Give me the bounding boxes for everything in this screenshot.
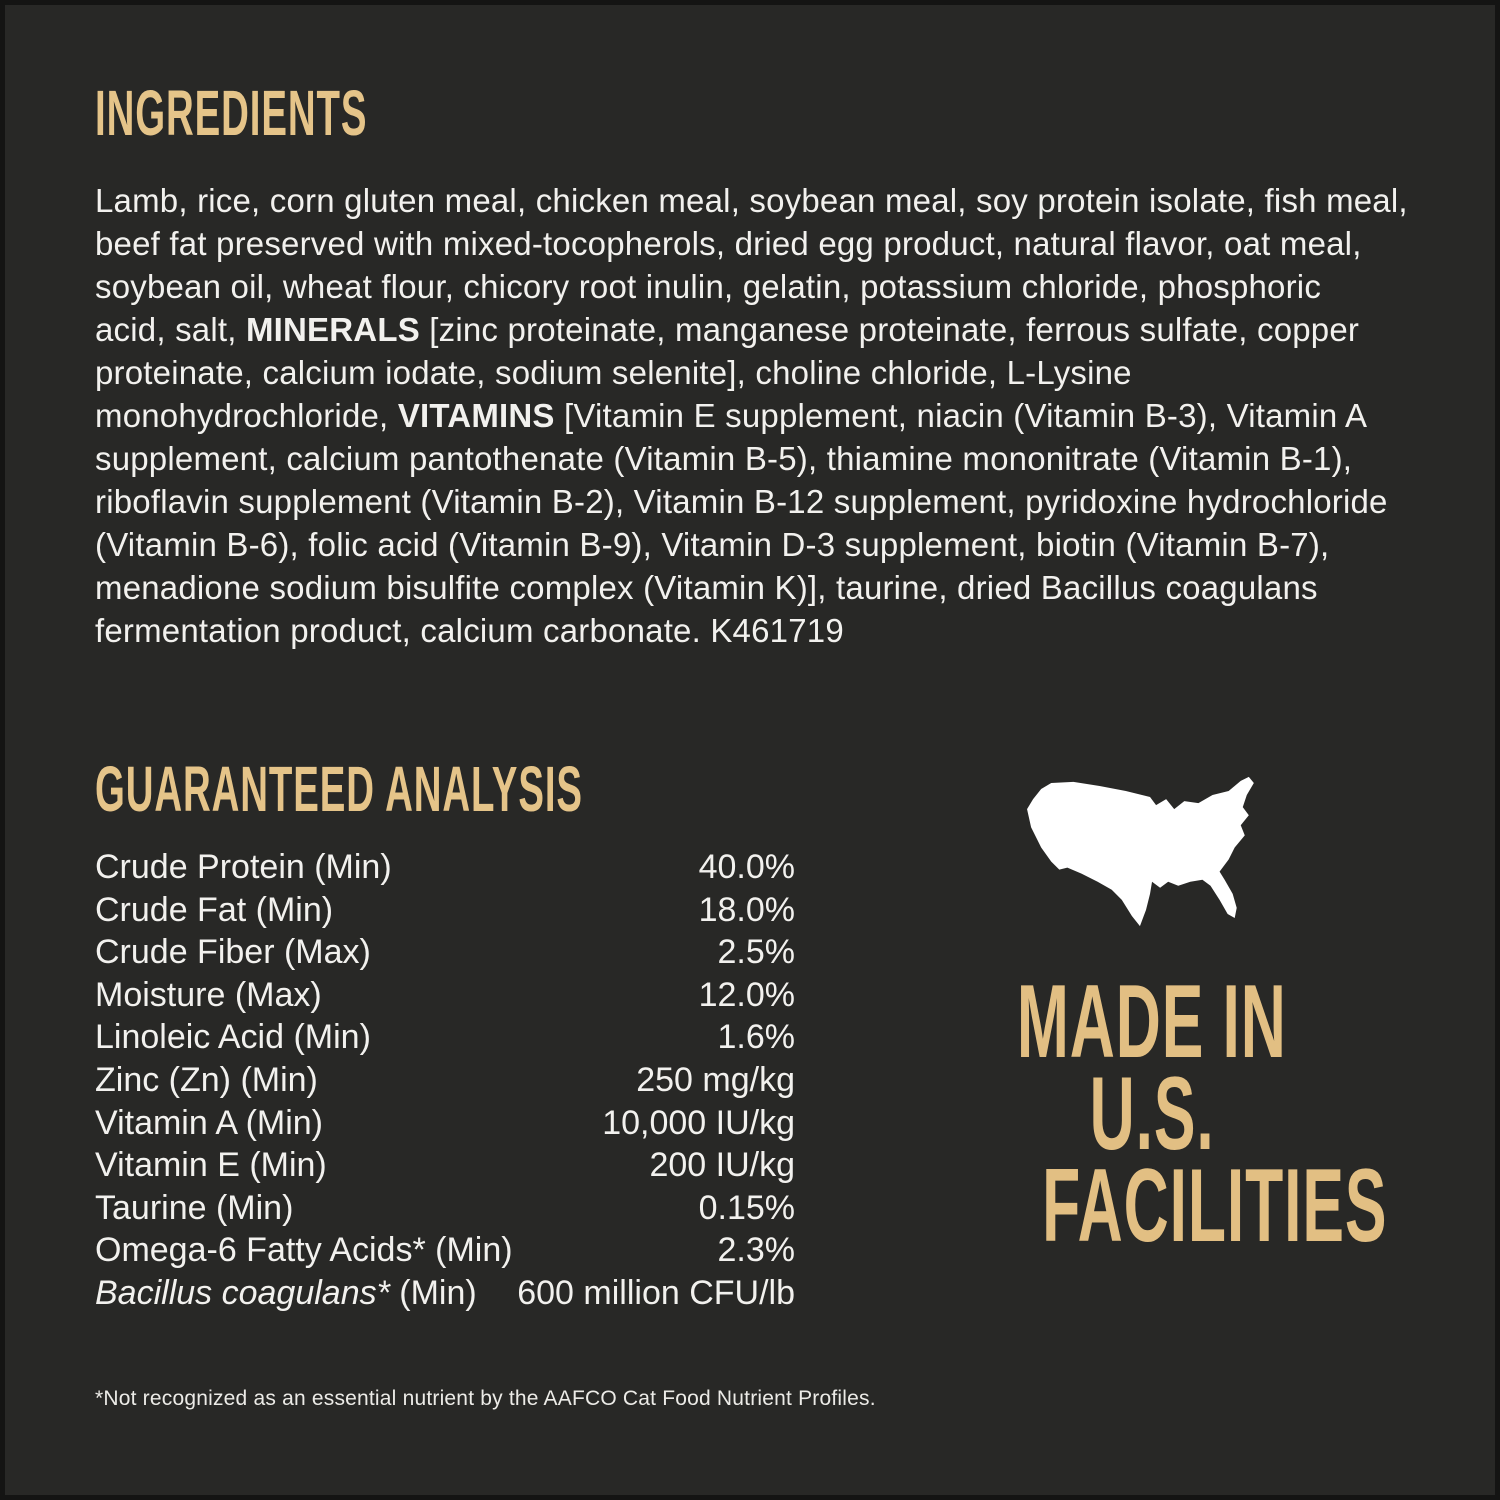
ingredients-text — [95, 179, 1408, 652]
ga-row — [95, 1144, 795, 1187]
ingredients-heading-text: INGREDIENTS — [95, 77, 368, 149]
ga-row — [95, 889, 795, 932]
guaranteed-analysis-heading — [95, 753, 908, 825]
ga-row-label: Bacillus coagulans* (Min) — [95, 1273, 477, 1312]
ingredients-line: fermentation product, calcium carbonate. K461719 — [95, 612, 844, 649]
ingredients-line: menadione sodium bisulfite complex (Vitamin K)], taurine, dried Bacillus coagulans — [95, 569, 1318, 606]
ga-row-value: 2.3% — [717, 1231, 795, 1270]
ga-row-value: 600 million CFU/lb — [517, 1273, 795, 1312]
made-in-us-facilities — [927, 964, 1388, 1264]
ga-row — [95, 931, 795, 974]
ga-row — [95, 974, 795, 1017]
ingredients-heading — [95, 77, 549, 149]
ingredients-line: (Vitamin B-6), folic acid (Vitamin B-9), Vitamin D-3 supplement, biotin (Vitamin B-7), — [95, 526, 1330, 563]
made-in-line-1-text: MADE IN — [1017, 964, 1287, 1080]
ga-row-label: Omega-6 Fatty Acids* (Min) — [95, 1231, 513, 1270]
ga-row — [95, 846, 795, 889]
ga-row-value: 2.5% — [717, 933, 795, 972]
ga-row-value: 200 IU/kg — [649, 1146, 795, 1185]
ga-row-label: Crude Protein (Min) — [95, 848, 392, 886]
ga-row-value: 1.6% — [717, 1018, 795, 1057]
aafco-footnote: *Not recognized as an essential nutrient by the AAFCO Cat Food Nutrient Profiles. — [95, 1387, 876, 1410]
ingredients-line: monohydrochloride, VITAMINS [Vitamin E supplement, niacin (Vitamin B-3), Vitamin A — [95, 397, 1368, 434]
ga-row-label: Vitamin E (Min) — [95, 1146, 327, 1185]
ingredients-line: proteinate, calcium iodate, sodium selenite], choline chloride, L-Lysine — [95, 354, 1132, 391]
ga-row-value: 18.0% — [698, 890, 795, 929]
guaranteed-analysis-table — [95, 846, 795, 1315]
ingredients-line: beef fat preserved with mixed-tocopherols, dried egg product, natural flavor, oat meal, — [95, 225, 1362, 262]
ga-row-label: Crude Fat (Min) — [95, 890, 334, 929]
ga-row-value: 10,000 IU/kg — [602, 1103, 795, 1142]
ingredients-line: supplement, calcium pantothenate (Vitamin B-5), thiamine mononitrate (Vitamin B-1), — [95, 440, 1353, 477]
made-in-line-1 — [927, 964, 1377, 1080]
made-in-line-3-text: FACILITIES — [1042, 1148, 1388, 1264]
ingredients-line: acid, salt, MINERALS [zinc proteinate, manganese proteinate, ferrous sulfate, copper — [95, 311, 1360, 348]
ga-row-label: Taurine (Min) — [95, 1188, 294, 1227]
usa-map-icon — [1021, 773, 1273, 933]
ga-row-label: Moisture (Max) — [95, 975, 322, 1014]
ga-row-label: Vitamin A (Min) — [95, 1103, 324, 1142]
ga-row-value: 0.15% — [698, 1188, 795, 1227]
made-in-line-3 — [927, 1148, 1388, 1264]
made-in-line-2 — [927, 1056, 1377, 1172]
ga-row — [95, 1102, 795, 1145]
ga-row — [95, 1059, 795, 1102]
ga-row-value: 12.0% — [698, 975, 795, 1014]
ga-row — [95, 1272, 795, 1315]
ga-row — [95, 1229, 795, 1272]
ga-row — [95, 1016, 795, 1059]
guaranteed-analysis-heading-text: GUARANTEED ANALYSIS — [95, 753, 583, 825]
ga-row-value: 40.0% — [698, 848, 795, 886]
ga-row-value: 250 mg/kg — [636, 1060, 795, 1099]
made-in-line-2-text: U.S. — [1089, 1056, 1215, 1172]
ingredients-line: Lamb, rice, corn gluten meal, chicken meal, soybean meal, soy protein isolate, fish meal, — [95, 182, 1408, 219]
ingredients-line: soybean oil, wheat flour, chicory root inulin, gelatin, potassium chloride, phosphoric — [95, 268, 1322, 305]
ga-row — [95, 1187, 795, 1230]
ga-row-label: Crude Fiber (Max) — [95, 933, 371, 972]
ga-row-label: Linoleic Acid (Min) — [95, 1018, 371, 1057]
ingredients-line: riboflavin supplement (Vitamin B-2), Vitamin B-12 supplement, pyridoxine hydrochloride — [95, 483, 1388, 520]
ga-row-label: Zinc (Zn) (Min) — [95, 1060, 318, 1099]
